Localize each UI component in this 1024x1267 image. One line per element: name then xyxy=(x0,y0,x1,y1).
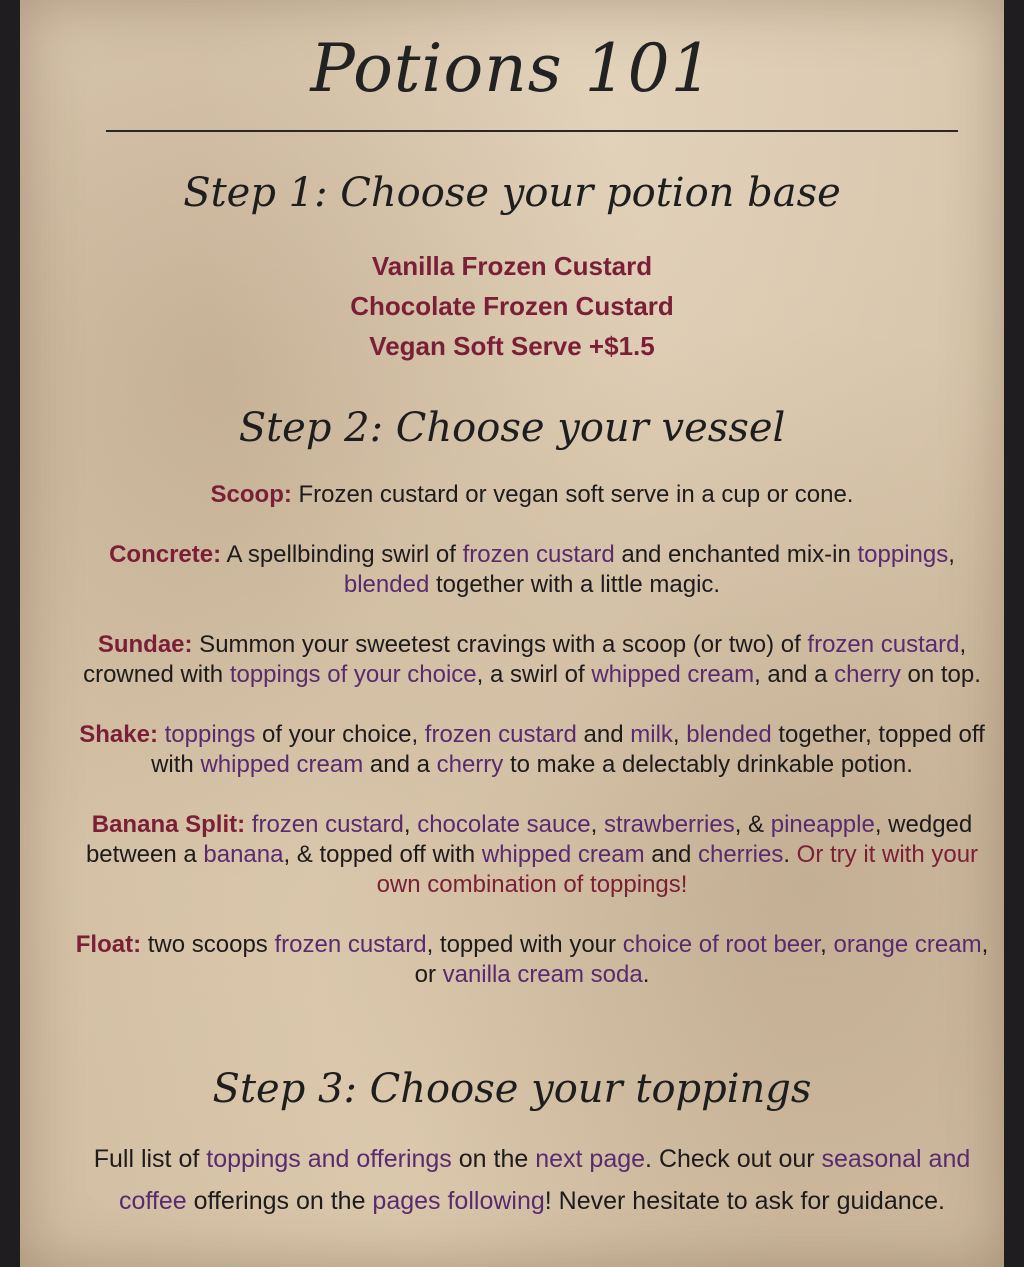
text: together with a little magic. xyxy=(429,571,721,598)
highlight: milk xyxy=(630,721,673,748)
highlight: frozen custard xyxy=(807,631,960,658)
text: , topped with your xyxy=(426,931,623,958)
highlight: toppings and offerings xyxy=(206,1145,452,1173)
text: , and a xyxy=(754,661,835,688)
vessel-name: Sundae: xyxy=(97,631,193,658)
highlight: cherry xyxy=(436,751,504,778)
highlight: next page xyxy=(535,1145,646,1173)
vessel-name: Concrete: xyxy=(109,541,222,568)
text: ! Never hesitate to ask for guidance. xyxy=(544,1187,945,1215)
vessel-name: Banana Split: xyxy=(91,811,246,838)
highlight: whipped cream xyxy=(200,751,364,778)
highlight: orange cream xyxy=(833,931,982,958)
highlight: seasonal and coffee xyxy=(118,1145,971,1215)
vessel-name: Shake: xyxy=(79,721,158,748)
toppings-note xyxy=(68,1138,996,1222)
text: two scoops xyxy=(141,931,275,958)
highlight: pages following xyxy=(372,1187,545,1215)
text: , or xyxy=(414,931,989,988)
highlight: toppings of your choice xyxy=(229,661,477,688)
text xyxy=(245,811,252,838)
text: . Check out our xyxy=(645,1145,822,1173)
highlight: toppings xyxy=(857,541,949,568)
highlight: whipped cream xyxy=(481,841,645,868)
vessel-name: Scoop: xyxy=(210,481,292,508)
highlight: blended xyxy=(343,571,430,598)
text: . xyxy=(783,841,790,868)
text: , wedged between a xyxy=(85,811,973,868)
page-title: Potions 101 xyxy=(310,30,714,107)
base-vanilla: Vanilla Frozen Custard xyxy=(371,251,653,281)
text: Full list of xyxy=(93,1145,207,1173)
highlight: blended xyxy=(686,721,772,748)
text xyxy=(158,721,165,748)
text: together, topped off with xyxy=(151,721,985,778)
custom-note: Or try it with your own combination of toppings! xyxy=(376,841,979,898)
vessel-list xyxy=(68,480,996,1020)
highlight: cherry xyxy=(834,661,901,688)
text: and enchanted mix-in xyxy=(614,541,858,568)
step-3-heading: Step 3: Choose your toppings xyxy=(212,1066,812,1112)
text: , xyxy=(820,931,834,958)
highlight: vanilla cream soda xyxy=(442,961,643,988)
highlight: frozen custard xyxy=(424,721,577,748)
highlight: frozen custard xyxy=(274,931,427,958)
vessel-sundae xyxy=(68,630,996,690)
step-1-heading: Step 1: Choose your potion base xyxy=(183,170,841,216)
vessel-name: Float: xyxy=(75,931,142,958)
text: on top. xyxy=(900,661,981,688)
menu-page xyxy=(20,0,1004,1267)
text: and xyxy=(644,841,698,868)
title-divider xyxy=(106,130,958,132)
vessel-shake xyxy=(68,720,996,780)
highlight: choice of root beer xyxy=(622,931,821,958)
text: of your choice, xyxy=(255,721,425,748)
text: . xyxy=(642,961,650,988)
text: Summon your sweetest cravings with a scoop (or two) of xyxy=(192,631,808,658)
text: , xyxy=(672,721,687,748)
text: , & topped off with xyxy=(283,841,482,868)
vessel-banana-split xyxy=(68,810,996,900)
base-chocolate: Chocolate Frozen Custard xyxy=(350,291,674,321)
vessel-float xyxy=(68,930,996,990)
text: A spellbinding swirl of xyxy=(221,541,463,568)
step-2-heading: Step 2: Choose your vessel xyxy=(238,405,786,451)
highlight: chocolate sauce xyxy=(417,811,591,838)
text: and a xyxy=(363,751,437,778)
vessel-concrete xyxy=(68,540,996,600)
text: , & xyxy=(734,811,771,838)
highlight: banana xyxy=(203,841,284,868)
highlight: whipped cream xyxy=(591,661,755,688)
text: , crowned with xyxy=(83,631,967,688)
text: , xyxy=(590,811,604,838)
base-vegan: Vegan Soft Serve +$1.5 xyxy=(369,331,655,361)
text: on the xyxy=(451,1145,536,1173)
text: offerings on the xyxy=(186,1187,373,1215)
text: , xyxy=(403,811,418,838)
vessel-scoop xyxy=(68,480,996,510)
highlight: frozen custard xyxy=(251,811,404,838)
text: , xyxy=(948,541,955,568)
highlight: pineapple xyxy=(770,811,875,838)
vessel-description: Frozen custard or vegan soft serve in a cup or cone. xyxy=(291,481,854,508)
highlight: cherries xyxy=(697,841,784,868)
highlight: strawberries xyxy=(604,811,735,838)
highlight: frozen custard xyxy=(462,541,615,568)
text: and xyxy=(576,721,631,748)
highlight: toppings xyxy=(164,721,256,748)
text: , a swirl of xyxy=(476,661,592,688)
potion-base-list xyxy=(20,246,1004,366)
text: to make a delectably drinkable potion. xyxy=(503,751,913,778)
